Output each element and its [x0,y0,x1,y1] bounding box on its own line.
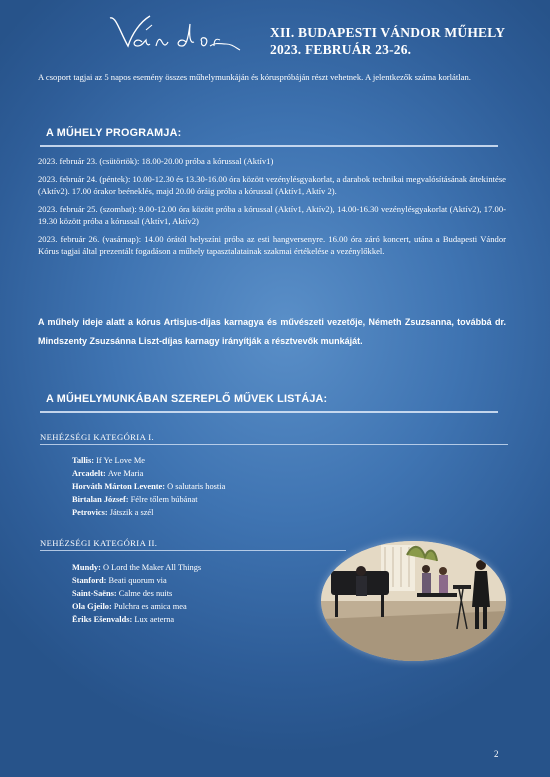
conductors-note: A műhely ideje alatt a kórus Artisjus-díjas karnagya és művészeti vezetője, Németh Zsuzsanna, továbbá dr. Mindszenty Zsuzsánna Liszt-díjas karnagy irányítják a résztvevők munkáját. [38,317,506,346]
works-heading-rule [40,411,498,413]
work-composer: Petrovics: [72,508,108,517]
category2-list [72,561,201,626]
work-item [72,561,201,574]
work-composer: Ēriks Ešenvalds: [72,615,133,624]
work-title: Ave Maria [107,469,144,478]
program-item-sunday: 2023. február 26. (vasárnap): 14.00 órától helyszíni próba az esti hangversenyre. 16.00 óra záró koncert, utána a Budapesti Vándor Kórus tagjai által prezentált fogadáson a műhely tapasztalatainak szakmai értékelése a vezénylőkkel. [38,234,506,256]
work-composer: Horváth Márton Levente: [72,482,166,491]
work-composer: Arcadelt: [72,469,106,478]
program-item-thursday: 2023. február 23. (csütörtök): 18.00-20.00 próba a kórussal (Aktív1) [38,156,274,166]
vandor-logo [106,12,242,58]
program-item-saturday: 2023. február 25. (szombat): 9.00-12.00 óra között próba a kórussal (Aktív1, Aktív2), 14.00-16.30 vezénylésgyakorlat (Aktív2), 17.00-19.30 között próba a kórussal (Aktív1, Aktív2) [38,204,506,226]
work-composer: Birtalan József: [72,495,129,504]
work-title: Pulchra es amica mea [113,602,187,611]
header-title-line2: 2023. FEBRUÁR 23-26. [270,42,412,57]
category1-label: NEHÉZSÉGI KATEGÓRIA I. [40,432,155,442]
work-item [72,574,201,587]
category1-rule [40,444,508,445]
program-heading-rule [40,145,498,147]
work-composer: Mundy: [72,563,101,572]
category2-label: NEHÉZSÉGI KATEGÓRIA II. [40,538,158,548]
work-title: Calme des nuits [118,589,173,598]
work-composer: Ola Gjeilo: [72,602,112,611]
work-item [72,467,225,480]
work-title: Játszik a szél [109,508,154,517]
program-heading: A MŰHELY PROGRAMJA: [46,127,182,139]
work-item [72,493,225,506]
work-item [72,480,225,493]
work-composer: Stanford: [72,576,107,585]
work-composer: Saint-Saëns: [72,589,117,598]
work-item [72,506,225,519]
category1-list [72,454,225,519]
rehearsal-photo-image [321,541,506,661]
work-title: Félre tőlem búbánat [130,495,198,504]
work-composer: Tallis: [72,456,95,465]
program-item-friday: 2023. február 24. (péntek): 10.00-12.30 és 13.30-16.00 óra között vezénylésgyakorlat, a darabok technikai megvalósításának áttekintése (Aktív2). 17.00 órakor beéneklés, majd 20.00 óráig próba a kórussal (Aktív1, Aktív 2). [38,174,506,196]
work-title: Beati quorum via [108,576,167,585]
work-title: O Lord the Maker All Things [102,563,202,572]
rehearsal-photo [321,541,506,661]
work-item [72,454,225,467]
header-title [270,24,505,58]
works-heading: A MŰHELYMUNKÁBAN SZEREPLŐ MŰVEK LISTÁJA: [46,393,328,405]
work-title: O salutaris hostia [167,482,226,491]
program-list [38,155,506,263]
work-item [72,587,201,600]
work-title: Lux aeterna [134,615,175,624]
work-item [72,600,201,613]
vandor-logo-image [106,12,242,58]
work-title: If Ye Love Me [96,456,145,465]
header-title-line1: XII. BUDAPESTI VÁNDOR MŰHELY [270,25,506,40]
category2-rule [40,550,346,551]
work-item [72,613,201,626]
intro-paragraph: A csoport tagjai az 5 napos esemény összes műhelymunkáján és kóruspróbáján részt vehetnek. A jelentkezők száma korlátlan. [38,72,471,82]
page-number: 2 [494,749,499,759]
